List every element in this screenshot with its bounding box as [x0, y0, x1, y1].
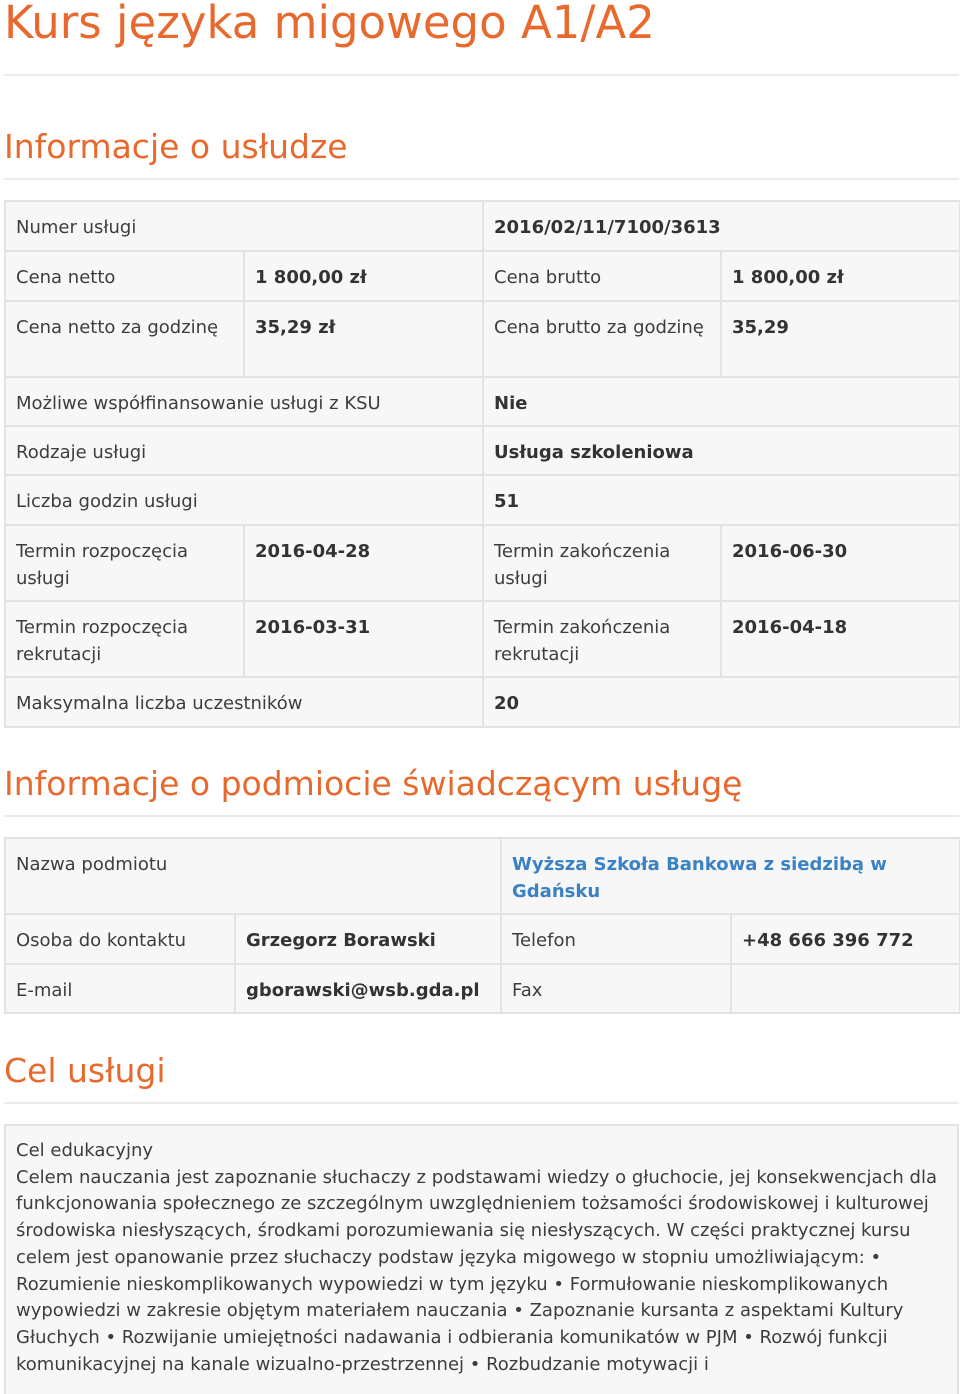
gross-hour-price-label: Cena brutto za godzinę — [483, 301, 721, 377]
recruitment-end-value: 2016-04-18 — [721, 601, 960, 677]
net-hour-price-value: 35,29 zł — [244, 301, 483, 377]
provider-name-label: Nazwa podmiotu — [5, 838, 501, 914]
provider-table — [4, 837, 960, 1014]
table-row — [5, 377, 960, 426]
page-title: Kurs języka migowego A1/A2 — [4, 0, 655, 49]
table-row — [5, 426, 960, 475]
section-title-provider: Informacje o podmiocie świadczącym usługę — [4, 764, 743, 803]
net-hour-price-label: Cena netto za godzinę — [5, 301, 244, 377]
start-date-label: Termin rozpoczęcia usługi — [5, 525, 244, 601]
table-row — [5, 525, 960, 601]
end-date-label: Termin zakończenia usługi — [483, 525, 721, 601]
fax-label: Fax — [501, 964, 731, 1013]
phone-label: Telefon — [501, 914, 731, 964]
gross-price-value: 1 800,00 zł — [721, 251, 960, 301]
start-date-value: 2016-04-28 — [244, 525, 483, 601]
max-participants-label: Maksymalna liczba uczestników — [5, 677, 483, 727]
service-number-label: Numer usługi — [5, 201, 483, 251]
section-divider — [4, 1102, 959, 1104]
goal-box — [4, 1124, 959, 1394]
table-row — [5, 838, 960, 914]
recruitment-start-value: 2016-03-31 — [244, 601, 483, 677]
hours-label: Liczba godzin usługi — [5, 475, 483, 525]
provider-name-link[interactable]: Wyższa Szkoła Bankowa z siedzibą w Gdańsku — [501, 838, 960, 914]
service-types-value: Usługa szkoleniowa — [483, 426, 960, 475]
section-divider — [4, 815, 959, 817]
service-types-label: Rodzaje usługi — [5, 426, 483, 475]
fax-value — [731, 964, 960, 1013]
table-row — [5, 251, 960, 301]
goal-text: Celem nauczania jest zapoznanie słuchaczy z podstawami wiedzy o głuchocie, jej konsekwencjach dla funkcjonowania społecznego ze szczególnym uwzględnieniem tożsamości środowiskowej i kulturowej środowiska niesłyszących, środkami porozumiewania się niesłyszących. W części praktycznej kursu celem jest opanowanie przez słuchaczy podstaw języka migowego w stopniu umożliwiającym: • Rozumienie nieskomplikowanych wypowiedzi w tym języku • Formułowanie nieskomplikowanych wypowiedzi w zakresie objętym materiałem nauczania • Zapoznanie kursanta z aspektami Kultury Głuchych • Rozwijanie umiejętności nadawania i odbierania komunikatów w PJM • Rozwój funkcji komunikacyjnej na kanale wizualno-przestrzennej • Rozbudzanie motywacji i — [16, 1166, 938, 1375]
net-price-label: Cena netto — [5, 251, 244, 301]
gross-price-label: Cena brutto — [483, 251, 721, 301]
phone-value: +48 666 396 772 — [731, 914, 960, 964]
section-title-goal: Cel usługi — [4, 1051, 166, 1090]
contact-person-label: Osoba do kontaktu — [5, 914, 235, 964]
email-value: gborawski@wsb.gda.pl — [235, 964, 501, 1013]
table-row — [5, 964, 960, 1013]
cofinancing-value: Nie — [483, 377, 960, 426]
hours-value: 51 — [483, 475, 960, 525]
email-label: E-mail — [5, 964, 235, 1013]
table-row — [5, 601, 960, 677]
table-row — [5, 677, 960, 727]
recruitment-start-label: Termin rozpoczęcia rekrutacji — [5, 601, 244, 677]
section-divider — [4, 178, 959, 180]
cofinancing-label: Możliwe współfinansowanie usługi z KSU — [5, 377, 483, 426]
table-row — [5, 301, 960, 377]
max-participants-value: 20 — [483, 677, 960, 727]
service-number-value: 2016/02/11/7100/3613 — [483, 201, 960, 251]
section-title-service-info: Informacje o usłudze — [4, 127, 348, 166]
table-row — [5, 914, 960, 964]
service-info-table — [4, 200, 960, 728]
table-row — [5, 201, 960, 251]
net-price-value: 1 800,00 zł — [244, 251, 483, 301]
goal-label: Cel edukacyjny — [16, 1140, 154, 1161]
gross-hour-price-value: 35,29 — [721, 301, 960, 377]
title-divider — [4, 74, 959, 76]
recruitment-end-label: Termin zakończenia rekrutacji — [483, 601, 721, 677]
contact-person-value: Grzegorz Borawski — [235, 914, 501, 964]
end-date-value: 2016-06-30 — [721, 525, 960, 601]
table-row — [5, 475, 960, 525]
